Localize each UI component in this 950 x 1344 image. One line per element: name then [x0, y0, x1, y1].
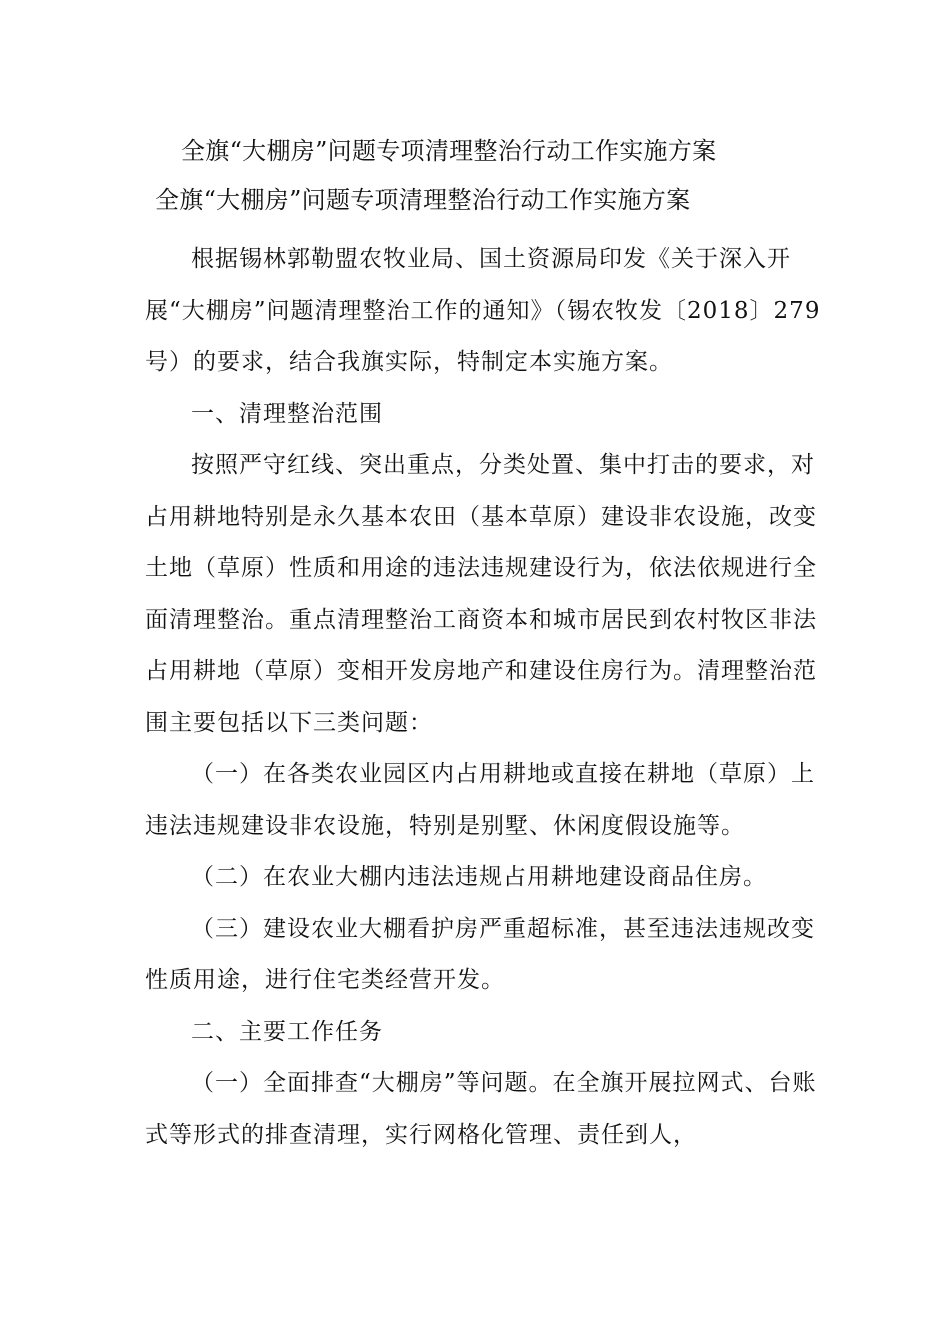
section-1-heading: 一、清理整治范围 [191, 400, 383, 427]
section-1-paragraph: 按照严守红线、突出重点，分类处置、集中打击的要求，对占用耕地特别是永久基本农田（基本草原）建设非农设施，改变土地（草原）性质和用途的违法违规建设行为，依法依规进行全面清理整治。重点清理整治工商资本和城市居民到农村牧区非法占用耕地（草原）变相开发房地产和建设住房行为。清理整治范围主要包括以下三类问题： [145, 452, 817, 736]
section-2-paragraph: （一）全面排查“大棚房”等问题。在全旗开展拉网式、台账式等形式的排查清理，实行网格化管理、责任到人， [145, 1070, 817, 1148]
section-1-item-3: （三）建设农业大棚看护房严重超标准，甚至违法违规改变性质用途，进行住宅类经营开发。 [145, 915, 815, 993]
document-body [145, 234, 825, 1161]
section-1-item-1: （一）在各类农业园区内占用耕地或直接在耕地（草原）上违法违规建设非农设施，特别是别墅、休闲度假设施等。 [145, 761, 815, 839]
document-title: 全旗“大棚房”问题专项清理整治行动工作实施方案 [181, 137, 717, 165]
document-subtitle: 全旗“大棚房”问题专项清理整治行动工作实施方案 [155, 186, 691, 214]
section-1-item-2: （二）在农业大棚内违法违规占用耕地建设商品住房。 [191, 864, 767, 890]
intro-paragraph: 根据锡林郭勒盟农牧业局、国土资源局印发《关于深入开展“大棚房”问题清理整治工作的通知》（锡农牧发〔2018〕279号）的要求，结合我旗实际，特制定本实施方案。 [145, 246, 821, 375]
section-2-heading: 二、主要工作任务 [191, 1018, 383, 1045]
